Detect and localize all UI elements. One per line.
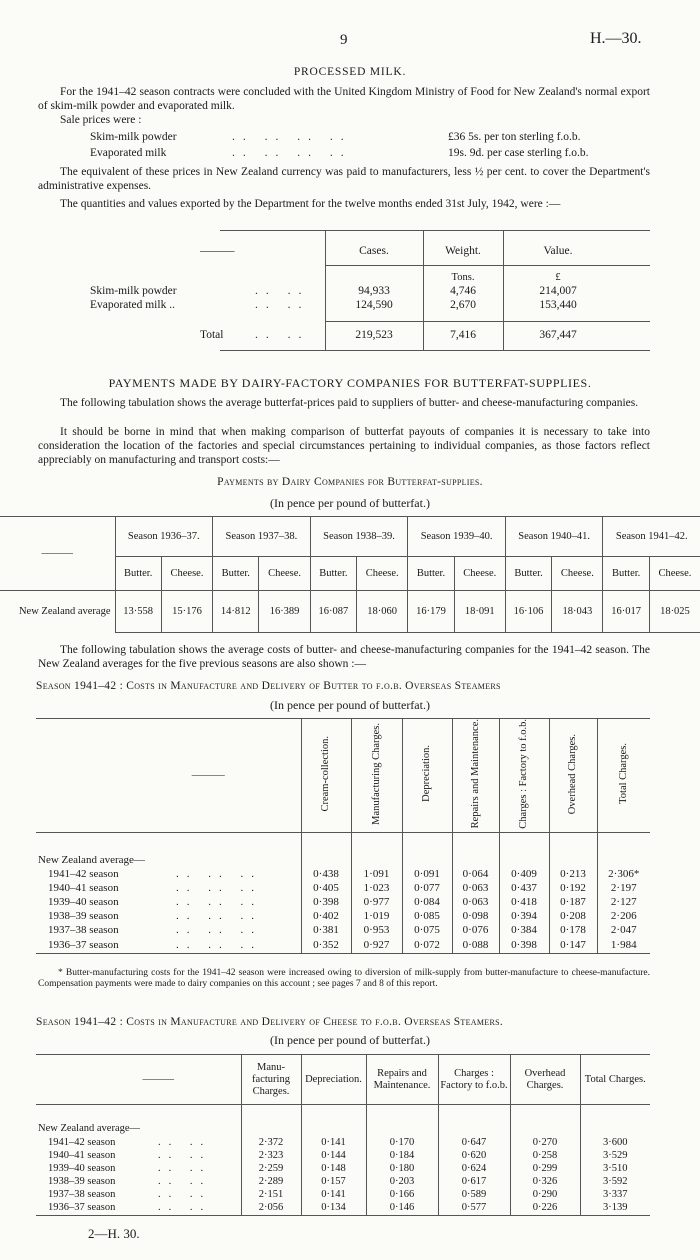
cheese-header-repairs: Repairs and Maintenance. [366,1055,438,1105]
butter-group-label: New Zealand average— [38,853,145,866]
butter-cell: 0·075 [402,923,452,937]
cheese-cell: 0·170 [366,1136,438,1149]
cheese-cell: 0·157 [301,1175,366,1188]
cheese-cell: 0·647 [438,1136,510,1149]
sub-header-cheese: Cheese. [357,557,408,591]
butter-cell: 0·084 [402,895,452,909]
export-row-label: Evaporated milk .. [90,299,175,311]
cheese-cell: 3·139 [580,1201,650,1216]
price-value-evaporated: 19s. 9d. per case sterling f.o.b. [448,147,589,159]
cheese-cell: 0·226 [510,1201,580,1216]
butter-cell: 2·197 [597,881,650,895]
cheese-cell: 0·146 [366,1201,438,1216]
payments-cell: 15·176 [161,591,212,633]
leader-dots: .. .. .. [176,924,262,937]
cheese-costs-title: Season 1941–42 : Costs in Manufacture and Delivery of Cheese to f.o.b. Overseas Steamers. [36,1016,504,1028]
export-header-value: Value. [543,245,573,257]
cheese-cell: 2·289 [241,1175,301,1188]
cheese-cell: 0·270 [510,1136,580,1149]
payments-cell: 13·558 [115,591,161,633]
butter-header-cream-collection: Cream-collection. [320,736,331,812]
cheese-cell: 0·203 [366,1175,438,1188]
export-total-cell: 7,416 [450,329,476,341]
cheese-costs-subtitle: (In pence per pound of butterfat.) [270,1033,430,1047]
cheese-costs-table [36,1054,650,1216]
cheese-cell: 0·299 [510,1162,580,1175]
leader-dots: .. .. [255,329,310,341]
butter-cell: 2·206 [597,909,650,923]
butter-season-label: 1940–41 season [48,882,119,895]
export-cell: 94,933 [358,285,390,297]
butter-header-depreciation: Depreciation. [421,745,432,803]
processed-milk-title: PROCESSED MILK. [293,66,407,78]
cheese-cell: 2·372 [241,1136,301,1149]
price-item-skim: Skim-milk powder [90,131,177,143]
butter-season-label: 1938–39 season [48,910,119,923]
leader-dots: .. .. .. .. [232,131,352,143]
dash: ——— [200,245,235,257]
leader-dots: .. .. [158,1162,212,1174]
cheese-cell: 3·337 [580,1188,650,1201]
cheese-cell: 0·620 [438,1149,510,1162]
butter-cell: 0·192 [549,881,597,895]
cheese-header-factory-fob: Charges : Factory to f.o.b. [438,1055,510,1105]
payments-cell: 16·087 [310,591,356,633]
export-cell: 124,590 [355,299,393,311]
processed-milk-paragraph-2: The equivalent of these prices in New Zealand currency was paid to manufacturers, less ½ per cent. to cover the Department's administrative expenses. [38,166,650,192]
butter-cell: 0·063 [452,881,499,895]
butter-cell: 0·384 [499,923,549,937]
cheese-cell: 0·134 [301,1201,366,1216]
leader-dots: .. .. .. [176,939,262,951]
export-cell: 4,746 [450,285,476,297]
price-item-evaporated: Evaporated milk [90,147,167,159]
season-header: Season 1937–38. [213,517,311,557]
butter-cell: 1·091 [351,867,402,881]
processed-milk-paragraph-3: The quantities and values exported by the Department for the twelve months ended 31st July, 1942, were :— [60,198,561,210]
sub-header-butter: Butter. [603,557,649,591]
price-value-skim: £36 5s. per ton sterling f.o.b. [448,131,581,143]
export-total-cell: 219,523 [355,329,393,341]
cheese-cell: 0·617 [438,1175,510,1188]
sub-header-butter: Butter. [408,557,454,591]
season-header: Season 1938–39. [310,517,408,557]
cheese-cell: 0·326 [510,1175,580,1188]
sub-header-butter: Butter. [310,557,356,591]
cheese-cell: 0·144 [301,1149,366,1162]
cheese-cell: 0·184 [366,1149,438,1162]
rule [325,265,650,266]
butter-footnote: * Butter-manufacturing costs for the 1941–42 season were increased owing to diversion of milk-supply from butter-manufacture to cheese-manufacture. Compensation payments were made to dairy companies on this account ; see pages 7 and 8 of this report. [38,968,650,989]
payments-stub-header: ——— [0,517,115,591]
cheese-cell: 0·141 [301,1136,366,1149]
processed-milk-paragraph-1: For the 1941–42 season contracts were concluded with the United Kingdom Ministry of Food for New Zealand's normal export of skim-milk powder and evaporated milk. [38,86,650,112]
cheese-cell: 3·510 [580,1162,650,1175]
export-cell: 2,670 [450,299,476,311]
payments-paragraph-1: The following tabulation shows the average butterfat-prices paid to suppliers of butter- and cheese-manufacturing companies. [60,397,639,409]
rule [220,230,650,231]
cheese-season-label: 1938–39 season [48,1175,116,1187]
butter-cell: 0·405 [301,881,351,895]
butter-stub-header: ——— [36,719,301,833]
butter-season-label: 1941–42 season [48,868,119,881]
cheese-cell: 0·180 [366,1162,438,1175]
butter-cell: 0·352 [301,937,351,953]
sub-header-cheese: Cheese. [649,557,700,591]
butter-cell: 1·984 [597,937,650,953]
sub-header-cheese: Cheese. [552,557,603,591]
cheese-season-label: 1940–41 season [48,1149,116,1161]
export-header-cases: Cases. [359,245,389,257]
butter-cell: 0·977 [351,895,402,909]
butter-cell: 0·077 [402,881,452,895]
butter-cell: 0·178 [549,923,597,937]
cheese-cell: 0·148 [301,1162,366,1175]
butter-cell: 2·047 [597,923,650,937]
cheese-cell: 0·258 [510,1149,580,1162]
leader-dots: .. .. .. [176,910,262,923]
cheese-cell: 0·141 [301,1188,366,1201]
export-unit-value: £ [555,272,561,283]
butter-season-label: 1937–38 season [48,924,119,937]
export-row-label: Skim-milk powder [90,285,177,297]
butter-header-repairs: Repairs and Maintenance. [469,719,481,829]
leader-dots: .. .. [158,1188,212,1200]
cheese-cell: 2·323 [241,1149,301,1162]
leader-dots: .. .. [158,1202,212,1214]
cheese-cell: 3·592 [580,1175,650,1188]
payments-cell: 14·812 [213,591,259,633]
leader-dots: .. .. .. [176,868,262,881]
payments-title: PAYMENTS MADE BY DAIRY-FACTORY COMPANIES FOR BUTTERFAT-SUPPLIES. [108,376,592,390]
butter-season-label: 1939–40 season [48,896,119,909]
butter-header-factory-fob: Charges : Factory to f.o.b. [518,719,529,829]
cheese-cell: 0·577 [438,1201,510,1216]
butter-cell: 0·076 [452,923,499,937]
season-header: Season 1936–37. [115,517,213,557]
leader-dots: .. .. [158,1149,212,1161]
butter-cell: 0·437 [499,881,549,895]
export-cell: 153,440 [539,299,577,311]
leader-dots: .. .. .. [176,882,262,895]
costs-intro-paragraph: The following tabulation shows the average costs of butter- and cheese-manufacturing companies for the 1941–42 season. The New Zealand averages for the five previous seasons are also shown :— [38,644,650,670]
sub-header-butter: Butter. [213,557,259,591]
butter-header-manufacturing: Manufacturing Charges. [370,722,382,825]
cheese-cell: 2·259 [241,1162,301,1175]
payments-cell: 18·043 [552,591,603,633]
payments-cell: 16·106 [505,591,551,633]
cheese-header-total: Total Charges. [580,1055,650,1105]
payments-table-subtitle: (In pence per pound of butterfat.) [270,496,430,510]
payments-cell: 18·025 [649,591,700,633]
butter-costs-title: Season 1941–42 : Costs in Manufacture and Delivery of Butter to f.o.b. Overseas Steamers [36,680,501,692]
butter-costs-subtitle: (In pence per pound of butterfat.) [270,698,430,712]
leader-dots: .. .. [158,1175,212,1187]
cheese-cell: 2·056 [241,1201,301,1216]
payments-cell: 18·060 [357,591,408,633]
export-total-label: Total [200,329,224,341]
cheese-cell: 3·529 [580,1149,650,1162]
rule [220,350,650,351]
payments-paragraph-2: It should be borne in mind that when making comparison of butterfat payouts of companies it is necessary to take into consideration the location of the factories and special circumstances pertaining to individual companies, as those factors reflect appreciably on manufacturing and transport costs:— [38,426,650,466]
butter-cell: 0·409 [499,867,549,881]
season-header: Season 1939–40. [408,517,506,557]
butter-cell: 0·147 [549,937,597,953]
sub-header-cheese: Cheese. [259,557,310,591]
cheese-season-label: 1941–42 season [48,1136,116,1148]
page-number: 9 [340,32,348,48]
payments-table [0,516,700,633]
cheese-season-label: 1939–40 season [48,1162,116,1174]
cheese-cell: 3·600 [580,1136,650,1149]
butter-cell: 0·398 [301,895,351,909]
season-header: Season 1940–41. [505,517,603,557]
butter-cell: 0·063 [452,895,499,909]
sale-prices-label: Sale prices were : [60,114,142,126]
butter-cell: 0·064 [452,867,499,881]
butter-cell: 0·438 [301,867,351,881]
export-total-cell: 367,447 [539,329,577,341]
butter-cell: 0·394 [499,909,549,923]
page-signature: 2—H. 30. [88,1226,140,1241]
payments-cell: 18·091 [454,591,505,633]
payments-row-label: New Zealand average [18,606,111,618]
document-code: H.—30. [590,30,642,47]
butter-cell: 0·208 [549,909,597,923]
cheese-header-manufacturing: Manu-facturing Charges. [241,1055,301,1105]
leader-dots: .. .. [255,285,310,297]
cheese-cell: 0·624 [438,1162,510,1175]
payments-cell: 16·389 [259,591,310,633]
cheese-group-label: New Zealand average— [38,1122,141,1134]
cheese-cell: 0·589 [438,1188,510,1201]
leader-dots: .. .. .. [176,896,262,909]
butter-cell: 2·306* [597,867,650,881]
cheese-header-overhead: Overhead Charges. [510,1055,580,1105]
butter-header-total: Total Charges. [617,743,629,805]
butter-cell: 0·187 [549,895,597,909]
payments-table-title: Payments by Dairy Companies for Butterfat-supplies. [217,476,483,488]
cheese-season-label: 1937–38 season [48,1188,116,1200]
butter-season-label: 1936–37 season [48,939,119,951]
butter-cell: 0·398 [499,937,549,953]
butter-cell: 0·381 [301,923,351,937]
butter-cell: 0·098 [452,909,499,923]
butter-cell: 0·953 [351,923,402,937]
butter-cell: 0·091 [402,867,452,881]
export-header-weight: Weight. [445,245,481,257]
cheese-header-depreciation: Depreciation. [301,1055,366,1105]
leader-dots: .. .. [255,299,310,311]
butter-cell: 0·085 [402,909,452,923]
butter-cell: 0·213 [549,867,597,881]
butter-costs-table [36,718,650,954]
leader-dots: .. .. .. .. [232,147,352,159]
cheese-season-label: 1936–37 season [48,1202,116,1214]
cheese-cell: 0·290 [510,1188,580,1201]
sub-header-butter: Butter. [115,557,161,591]
leader-dots: .. .. [158,1136,212,1148]
export-unit-weight: Tons. [451,272,475,283]
butter-cell: 1·019 [351,909,402,923]
butter-cell: 0·072 [402,937,452,953]
cheese-cell: 2·151 [241,1188,301,1201]
butter-cell: 1·023 [351,881,402,895]
sub-header-butter: Butter. [505,557,551,591]
butter-cell: 0·418 [499,895,549,909]
payments-cell: 16·017 [603,591,649,633]
butter-cell: 2·127 [597,895,650,909]
sub-header-cheese: Cheese. [454,557,505,591]
rule [325,321,650,322]
season-header: Season 1941–42. [603,517,700,557]
butter-header-overhead: Overhead Charges. [567,733,578,815]
cheese-stub-header: ——— [36,1055,241,1105]
export-cell: 214,007 [539,285,577,297]
butter-cell: 0·927 [351,937,402,953]
sub-header-cheese: Cheese. [161,557,212,591]
butter-cell: 0·088 [452,937,499,953]
payments-cell: 16·179 [408,591,454,633]
butter-cell: 0·402 [301,909,351,923]
cheese-cell: 0·166 [366,1188,438,1201]
